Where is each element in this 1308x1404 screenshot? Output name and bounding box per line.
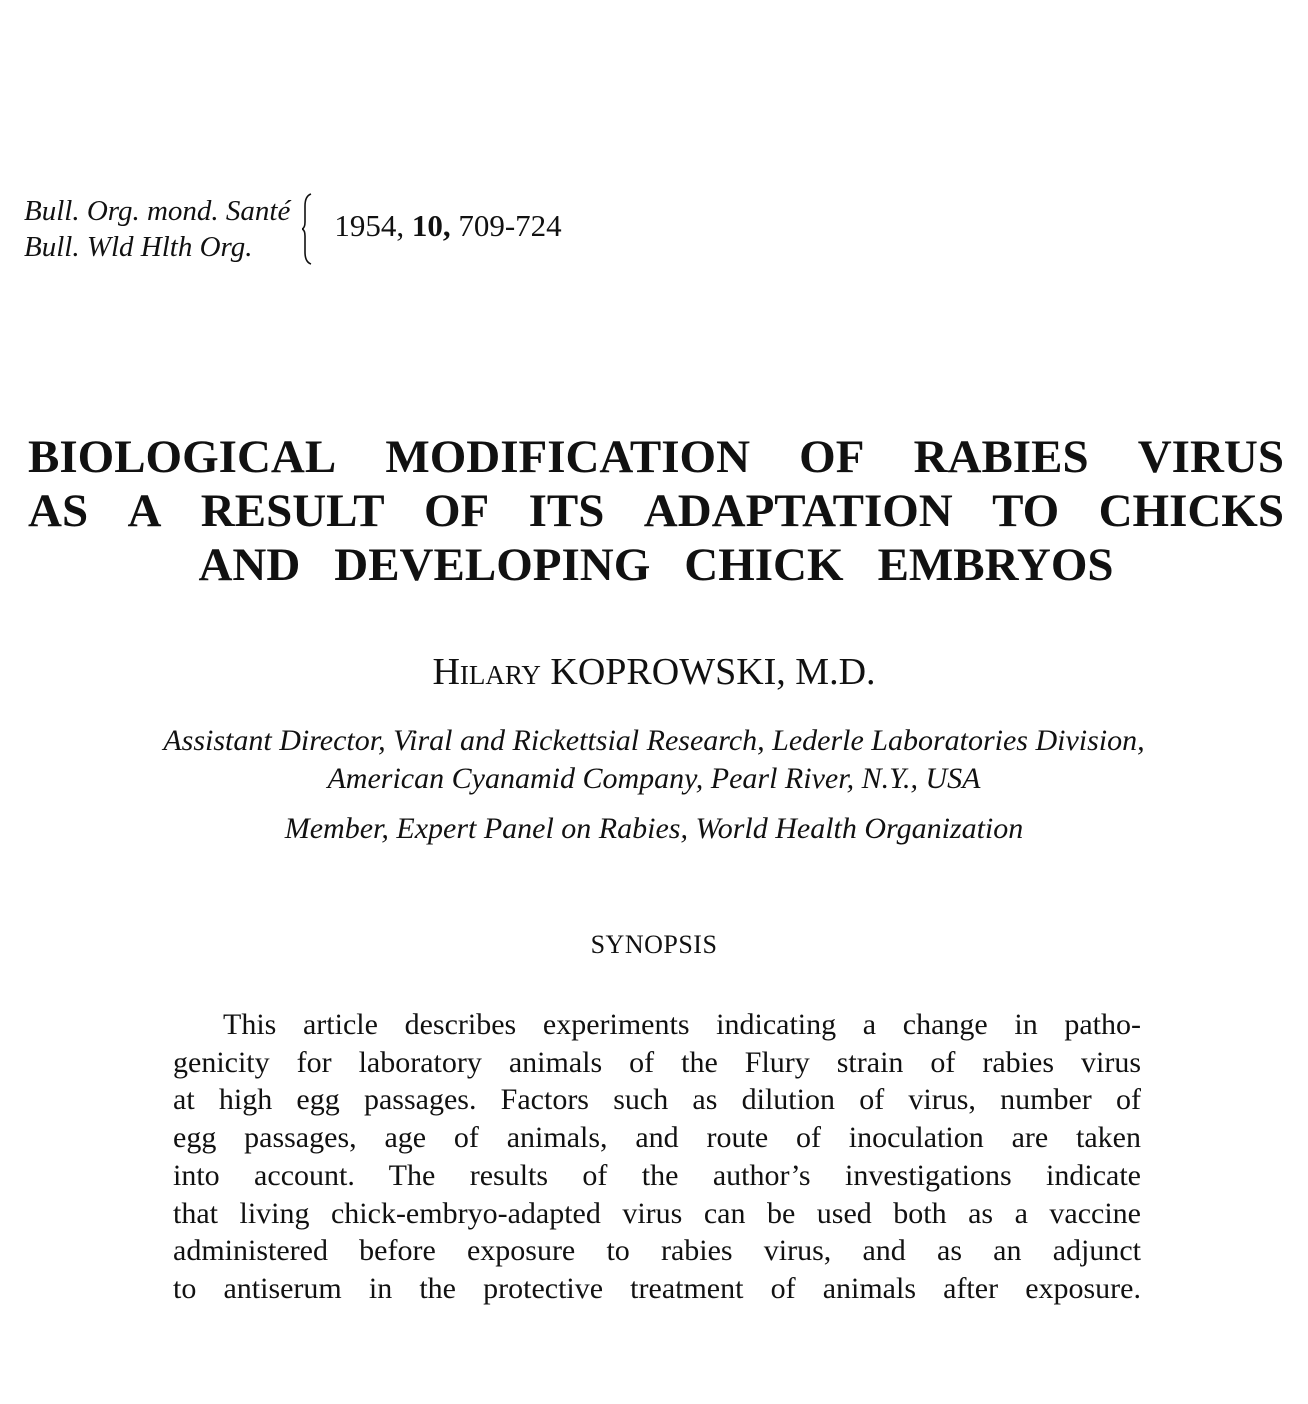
journal-name-english: Bull. Wld Hlth Org. xyxy=(24,231,253,263)
synopsis-line: to antiserum in the protective treatment of animals after exposure. xyxy=(173,1271,1141,1305)
title-word: MODIFICATION xyxy=(385,431,751,483)
title-word: DEVELOPING xyxy=(334,539,651,591)
journal-name-french: Bull. Org. mond. Santé xyxy=(24,195,291,227)
title-line-1 xyxy=(28,430,1284,484)
article-title xyxy=(28,430,1284,592)
brace-icon xyxy=(302,192,314,266)
title-word: ADAPTATION xyxy=(643,485,953,537)
title-word: CHICK xyxy=(684,539,844,591)
title-word: OF xyxy=(423,485,490,537)
affiliation-line: Assistant Director, Viral and Rickettsial Research, Lederle Laboratories Division, xyxy=(163,724,1145,757)
journal-names xyxy=(24,193,290,265)
title-line-3 xyxy=(28,538,1284,592)
citation-year: 1954, xyxy=(334,208,405,243)
title-word: VIRUS xyxy=(1137,431,1284,483)
synopsis-line: into account. The results of the author’s investigations indicate xyxy=(173,1158,1141,1192)
synopsis-heading: SYNOPSIS xyxy=(590,930,718,959)
synopsis-line: egg passages, age of animals, and route of inoculation are taken xyxy=(173,1121,1141,1155)
synopsis-line: at high egg passages. Factors such as dilution of virus, number of xyxy=(173,1083,1141,1117)
citation-pages: 709-724 xyxy=(458,208,562,243)
title-word: OF xyxy=(799,431,865,483)
title-word: BIOLOGICAL xyxy=(28,431,337,483)
author-membership xyxy=(0,810,1308,848)
citation-volume: 10, xyxy=(411,208,451,243)
title-word: EMBRYOS xyxy=(877,539,1114,591)
title-word: AND xyxy=(198,539,301,591)
title-word: CHICKS xyxy=(1098,485,1284,537)
title-word: ITS xyxy=(528,485,605,537)
title-word: RABIES xyxy=(913,431,1089,483)
synopsis-line: administered before exposure to rabies virus, and as an adjunct xyxy=(173,1234,1141,1268)
title-word: AS xyxy=(28,485,89,537)
synopsis-line: genicity for laboratory animals of the Flury strain of rabies virus xyxy=(173,1045,1141,1079)
title-word: RESULT xyxy=(200,485,385,537)
author-last-name: KOPROWSKI, M.D. xyxy=(550,651,876,693)
title-word: TO xyxy=(992,485,1060,537)
author-line xyxy=(0,650,1308,694)
author-first-name: Hilary xyxy=(432,651,541,693)
author-affiliation xyxy=(0,722,1308,798)
title-word: A xyxy=(127,485,162,537)
membership-line: Member, Expert Panel on Rabies, World Health Organization xyxy=(284,812,1024,845)
title-line-2 xyxy=(28,484,1284,538)
synopsis-body xyxy=(173,1006,1141,1308)
synopsis-line: that living chick-embryo-adapted virus can be used both as a vaccine xyxy=(173,1196,1141,1230)
citation-reference xyxy=(334,208,561,244)
affiliation-line: American Cyanamid Company, Pearl River, N.Y., USA xyxy=(327,762,981,795)
citation-block xyxy=(24,192,562,266)
synopsis-line: This article describes experiments indicating a change in patho- xyxy=(223,1008,1141,1041)
